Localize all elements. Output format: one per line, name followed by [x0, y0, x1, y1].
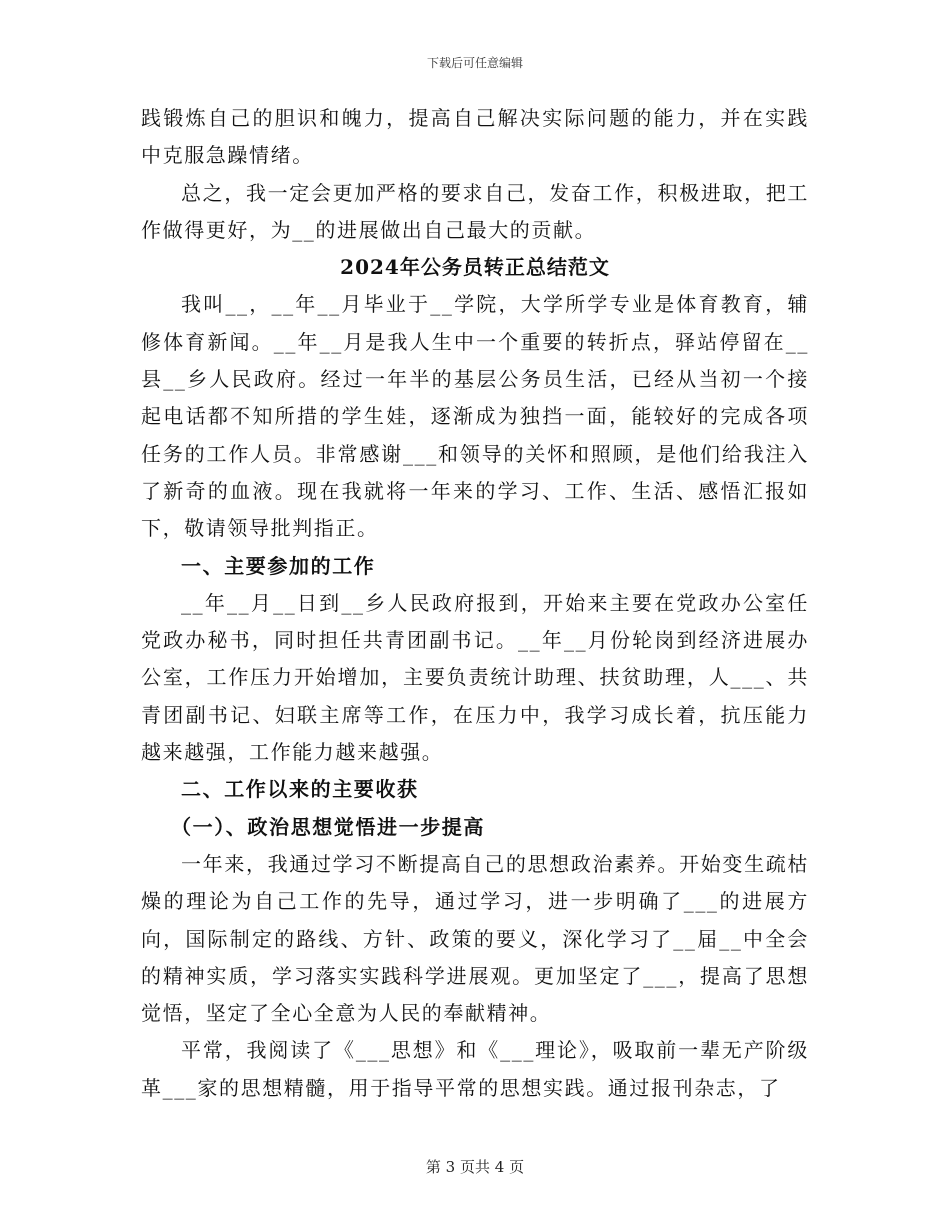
paragraph-intro: 我叫__，__年__月毕业于__学院，大学所学专业是体育教育，辅修体育新闻。__年__月是我人生中一个重要的转折点，驿站停留在__县__乡人民政府。经过一年半的基层公务员生活，已经从当初一个接起电话都不知所措的学生娃，逐渐成为独挡一面，能较好的完成各项任务的工作人员。非常感谢___和领导的关怀和照顾，是他们给我注入了新奇的血液。现在我就将一年来的学习、工作、生活、感悟汇报如下，敬请领导批判指正。: [141, 292, 809, 541]
document-body: [141, 100, 809, 1107]
paragraph-main-work: __年__月__日到__乡人民政府报到，开始来主要在党政办公室任党政办秘书，同时担任共青团副书记。__年__月份轮岗到经济进展办公室，工作压力开始增加，主要负责统计助理、扶贫助理，人___、共青团副书记、妇联主席等工作，在压力中，我学习成长着，抗压能力越来越强，工作能力越来越强。: [141, 590, 809, 765]
paragraph-reading: 平常，我阅读了《___思想》和《___理论》，吸取前一辈无产阶级革___家的思想精髓，用于指导平常的思想实践。通过报刊杂志，了: [141, 1038, 809, 1100]
paragraph-conclusion: 总之，我一定会更加严格的要求自己，发奋工作，积极进取，把工作做得更好，为__的进展做出自己最大的贡献。: [141, 180, 809, 242]
subsection-heading-political: （一）、政治思想觉悟进一步提高: [171, 814, 485, 839]
section-heading-main-work: 一、主要参加的工作: [181, 553, 376, 578]
page-number: 第 3 页共 4 页: [425, 1158, 525, 1176]
document-title: 2024年公务员转正总结范文: [340, 255, 610, 280]
header-note: 下载后可任意编辑: [426, 56, 523, 70]
paragraph-political: 一年来，我通过学习不断提高自己的思想政治素养。开始变生疏枯燥的理论为自己工作的先导，通过学习，进一步明确了___的进展方向，国际制定的路线、方针、政策的要义，深化学习了__届__中全会的精神实质，学习落实实践科学进展观。更加坚定了___，提高了思想觉悟，坚定了全心全意为人民的奉献精神。: [141, 851, 809, 1026]
paragraph-continuation: 践锻炼自己的胆识和魄力，提高自己解决实际问题的能力，并在实践中克服急躁情绪。: [141, 106, 809, 168]
section-heading-gains: 二、工作以来的主要收获: [181, 777, 419, 802]
